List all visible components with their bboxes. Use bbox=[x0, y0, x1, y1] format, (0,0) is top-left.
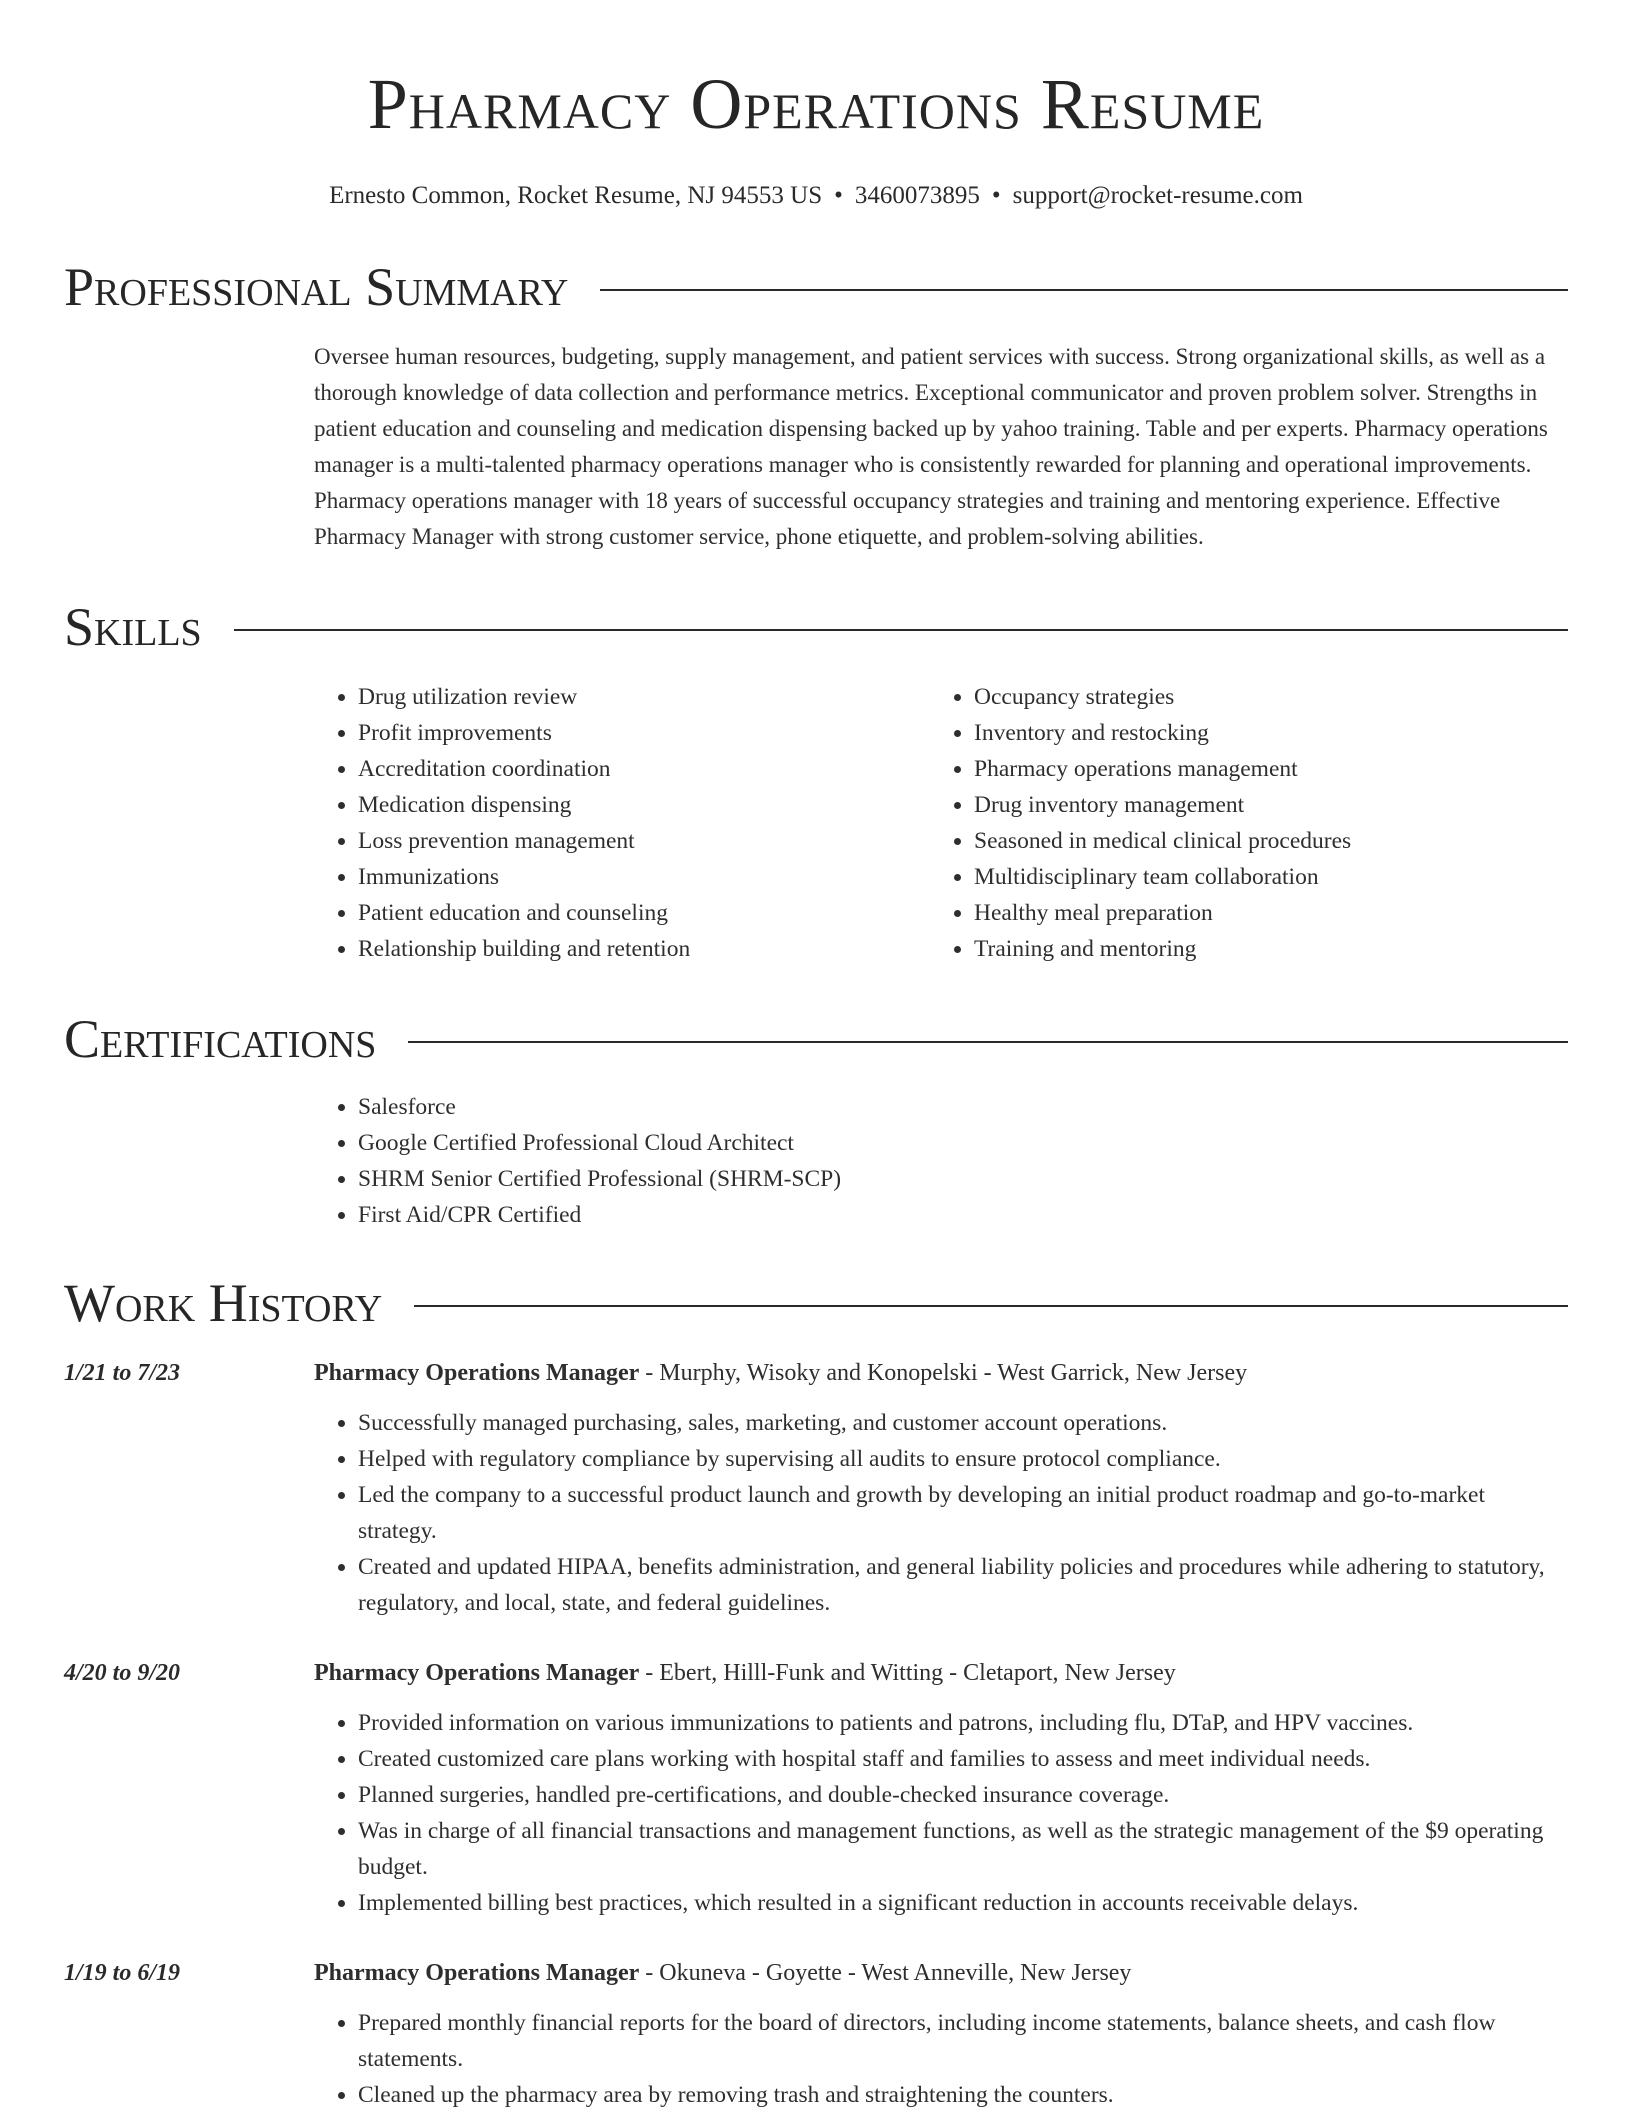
work-history-heading: Work History bbox=[64, 1273, 383, 1333]
job-bullets bbox=[314, 1405, 1568, 1621]
skills-column-left bbox=[314, 679, 930, 967]
contact-address: Ernesto Common, Rocket Resume, NJ 94553 US bbox=[329, 182, 823, 209]
contact-phone: 3460073895 bbox=[854, 182, 980, 209]
job-details bbox=[314, 1655, 1568, 1921]
work-history-section-header bbox=[64, 1271, 1568, 1335]
summary-section-header bbox=[64, 255, 1568, 319]
job-entry bbox=[64, 1655, 1568, 1921]
certifications-items bbox=[314, 1089, 1568, 1233]
skill-item: • Pharmacy operations management bbox=[974, 751, 1546, 787]
certification-item: • First Aid/CPR Certified bbox=[358, 1197, 1568, 1233]
job-bullets bbox=[314, 2005, 1568, 2113]
contact-line bbox=[64, 179, 1568, 213]
job-employer: - Murphy, Wisoky and Konopelski - West Garrick, New Jersey bbox=[639, 1360, 1248, 1386]
job-entry bbox=[64, 1355, 1568, 1621]
job-employer: - Ebert, Hilll-Funk and Witting - Cletaport, New Jersey bbox=[639, 1660, 1176, 1686]
job-details bbox=[314, 1355, 1568, 1621]
job-entry bbox=[64, 1955, 1568, 2113]
skills-right-list bbox=[930, 679, 1546, 967]
certifications-section-header bbox=[64, 1007, 1568, 1071]
work-history-list bbox=[64, 1355, 1568, 2113]
summary-heading: Professional Summary bbox=[64, 257, 569, 317]
job-bullet: • Prepared monthly financial reports for the board of directors, including income statements, balance sheets, and cash flow statements. bbox=[358, 2005, 1568, 2077]
section-divider bbox=[600, 289, 1568, 291]
skills-section-header bbox=[64, 595, 1568, 659]
resume-title: Pharmacy Operations Resume bbox=[367, 64, 1265, 144]
skill-item: • Accreditation coordination bbox=[358, 751, 930, 787]
job-dates: 4/20 to 9/20 bbox=[64, 1660, 181, 1686]
job-title: Pharmacy Operations Manager bbox=[314, 1360, 640, 1386]
resume-page bbox=[64, 0, 1568, 2113]
contact-separator: • bbox=[834, 182, 843, 209]
certification-item: • Salesforce bbox=[358, 1089, 1568, 1125]
job-employer: - Okuneva - Goyette - West Anneville, New Jersey bbox=[639, 1960, 1132, 1986]
skill-item: • Relationship building and retention bbox=[358, 931, 930, 967]
section-divider bbox=[414, 1305, 1568, 1307]
job-header bbox=[314, 1655, 1568, 1691]
contact-separator: • bbox=[991, 182, 1001, 209]
job-bullet: • Successfully managed purchasing, sales, marketing, and customer account operations. bbox=[358, 1405, 1568, 1441]
skill-item: • Inventory and restocking bbox=[974, 715, 1546, 751]
job-details bbox=[314, 1955, 1568, 2113]
job-bullet: • Implemented billing best practices, which resulted in a significant reduction in accounts receivable delays. bbox=[358, 1885, 1568, 1921]
job-title: Pharmacy Operations Manager bbox=[314, 1660, 640, 1686]
job-header bbox=[314, 1355, 1568, 1391]
job-title: Pharmacy Operations Manager bbox=[314, 1960, 640, 1986]
job-bullet: • Cleaned up the pharmacy area by removing trash and straightening the counters. bbox=[358, 2077, 1568, 2113]
job-dates: 1/21 to 7/23 bbox=[64, 1360, 181, 1386]
job-bullet: • Led the company to a successful product launch and growth by developing an initial product roadmap and go-to-market strategy. bbox=[358, 1477, 1568, 1549]
skill-item: • Multidisciplinary team collaboration bbox=[974, 859, 1546, 895]
skill-item: • Training and mentoring bbox=[974, 931, 1546, 967]
skills-column-right bbox=[930, 679, 1546, 967]
skill-item: • Medication dispensing bbox=[358, 787, 930, 823]
certifications-list bbox=[314, 1089, 1568, 1233]
job-bullet: • Created customized care plans working with hospital staff and families to assess and meet individual needs. bbox=[358, 1741, 1568, 1777]
skill-item: • Profit improvements bbox=[358, 715, 930, 751]
skill-item: • Loss prevention management bbox=[358, 823, 930, 859]
section-divider bbox=[408, 1041, 1568, 1043]
certification-item: • Google Certified Professional Cloud Architect bbox=[358, 1125, 1568, 1161]
job-bullet: • Created and updated HIPAA, benefits administration, and general liability policies and procedures while adhering to statutory, regulatory, and local, state, and federal guidelines. bbox=[358, 1549, 1568, 1621]
job-bullet: • Planned surgeries, handled pre-certifications, and double-checked insurance coverage. bbox=[358, 1777, 1568, 1813]
skill-item: • Drug inventory management bbox=[974, 787, 1546, 823]
certifications-heading: Certifications bbox=[64, 1009, 377, 1069]
skills-list bbox=[314, 679, 1568, 967]
section-divider bbox=[234, 629, 1568, 631]
summary-text: Oversee human resources, budgeting, supply management, and patient services with success. Strong organizational skills, as well as a thorough knowledge of data collection and performance metrics. Exceptional communicator and proven problem solver. Strengths in patient education and counseling and medication dispensing backed up by yahoo training. Table and per experts. Pharmacy operations manager is a multi-talented pharmacy operations manager who is consistently rewarded for planning and operational improvements. Pharmacy operations manager with 18 years of successful occupancy strategies and training and mentoring experience. Effective Pharmacy Manager with strong customer service, phone etiquette, and problem-solving abilities. bbox=[314, 344, 1548, 549]
job-dates: 1/19 to 6/19 bbox=[64, 1960, 181, 1986]
skill-item: • Seasoned in medical clinical procedures bbox=[974, 823, 1546, 859]
skill-item: • Healthy meal preparation bbox=[974, 895, 1546, 931]
contact-email: support@rocket-resume.com bbox=[1012, 182, 1303, 209]
job-header bbox=[314, 1955, 1568, 1991]
job-bullet: • Helped with regulatory compliance by supervising all audits to ensure protocol compliance. bbox=[358, 1441, 1568, 1477]
job-bullet: • Was in charge of all financial transactions and management functions, as well as the strategic management of the $9 operating budget. bbox=[358, 1813, 1568, 1885]
skill-item: • Immunizations bbox=[358, 859, 930, 895]
certification-item: • SHRM Senior Certified Professional (SHRM-SCP) bbox=[358, 1161, 1568, 1197]
skill-item: • Drug utilization review bbox=[358, 679, 930, 715]
job-bullets bbox=[314, 1705, 1568, 1921]
job-bullet: • Provided information on various immunizations to patients and patrons, including flu, DTaP, and HPV vaccines. bbox=[358, 1705, 1568, 1741]
skill-item: • Occupancy strategies bbox=[974, 679, 1546, 715]
skills-left-list bbox=[314, 679, 930, 967]
skill-item: • Patient education and counseling bbox=[358, 895, 930, 931]
skills-heading: Skills bbox=[64, 597, 202, 657]
